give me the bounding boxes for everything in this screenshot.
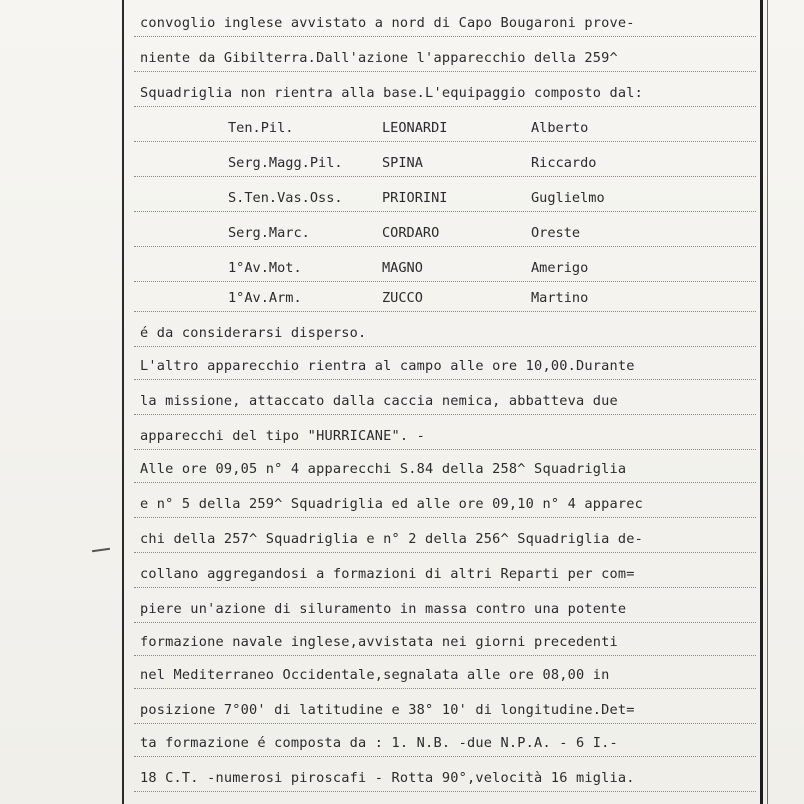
dotted-rule (134, 281, 756, 282)
text-line: niente da Gibilterra.Dall'azione l'apparecchio della 259^ (140, 50, 618, 66)
crew-name: Amerigo (531, 260, 589, 276)
text-line: apparecchi del tipo "HURRICANE". - (140, 428, 426, 444)
text-line: L'altro apparecchio rientra al campo alle ore 10,00.Durante (140, 358, 635, 374)
dotted-rule (134, 211, 756, 212)
dotted-rule (134, 756, 756, 757)
crew-row (0, 224, 804, 242)
crew-surname: SPINA (382, 155, 423, 171)
dotted-rule (134, 311, 756, 312)
dotted-rule (134, 449, 756, 450)
text-line: é da considerarsi disperso. (140, 325, 367, 341)
dotted-rule (134, 622, 756, 623)
dotted-rule (134, 141, 756, 142)
crew-rank: Ten.Pil. (228, 120, 294, 136)
text-line: posizione 7°00' di latitudine e 38° 10' di longitudine.Det= (140, 702, 635, 718)
crew-surname: CORDARO (382, 225, 440, 241)
dotted-rule (134, 346, 756, 347)
crew-surname: MAGNO (382, 260, 423, 276)
dotted-rule (134, 517, 756, 518)
crew-surname: LEONARDI (382, 120, 448, 136)
text-line: piere un'azione di siluramento in massa contro una potente (140, 601, 627, 617)
dotted-rule (134, 106, 756, 107)
crew-name: Alberto (531, 120, 589, 136)
crew-row (0, 289, 804, 307)
crew-row (0, 189, 804, 207)
crew-name: Guglielmo (531, 190, 605, 206)
crew-rank: Serg.Magg.Pil. (228, 155, 343, 171)
crew-surname: PRIORINI (382, 190, 448, 206)
dotted-rule (134, 482, 756, 483)
margin-mark (92, 548, 110, 552)
crew-surname: ZUCCO (382, 290, 423, 306)
dotted-rule (134, 414, 756, 415)
crew-row (0, 154, 804, 172)
dotted-rule (134, 723, 756, 724)
text-line: chi della 257^ Squadriglia e n° 2 della 256^ Squadriglia de- (140, 531, 644, 547)
dotted-rule (134, 791, 756, 792)
dotted-rule (134, 587, 756, 588)
text-line: collano aggregandosi a formazioni di altri Reparti per com= (140, 566, 635, 582)
dotted-rule (134, 71, 756, 72)
text-line: Squadriglia non rientra alla base.L'equipaggio composto dal: (140, 85, 644, 101)
text-line: formazione navale inglese,avvistata nei giorni precedenti (140, 634, 618, 650)
dotted-rule (134, 552, 756, 553)
crew-rank: 1°Av.Arm. (228, 290, 302, 306)
dotted-rule (134, 246, 756, 247)
text-line: 18 C.T. -numerosi piroscafi - Rotta 90°,velocità 16 miglia. (140, 770, 635, 786)
crew-name: Martino (531, 290, 589, 306)
dotted-rule (134, 36, 756, 37)
text-line: e n° 5 della 259^ Squadriglia ed alle ore 09,10 n° 4 apparec (140, 496, 644, 512)
dotted-rule (134, 379, 756, 380)
crew-row (0, 119, 804, 137)
text-line: convoglio inglese avvistato a nord di Capo Bougaroni prove- (140, 15, 635, 31)
crew-rank: Serg.Marc. (228, 225, 310, 241)
dotted-rule (134, 688, 756, 689)
text-line: Alle ore 09,05 n° 4 apparecchi S.84 della 258^ Squadriglia (140, 461, 627, 477)
crew-row (0, 259, 804, 277)
text-line: nel Mediterraneo Occidentale,segnalata alle ore 08,00 in (140, 667, 610, 683)
dotted-rule (134, 176, 756, 177)
crew-rank: 1°Av.Mot. (228, 260, 302, 276)
crew-name: Riccardo (531, 155, 597, 171)
crew-name: Oreste (531, 225, 581, 241)
crew-rank: S.Ten.Vas.Oss. (228, 190, 343, 206)
text-line: la missione, attaccato dalla caccia nemica, abbatteva due (140, 393, 618, 409)
text-line: ta formazione é composta da : 1. N.B. -due N.P.A. - 6 I.- (140, 735, 618, 751)
dotted-rule (134, 655, 756, 656)
